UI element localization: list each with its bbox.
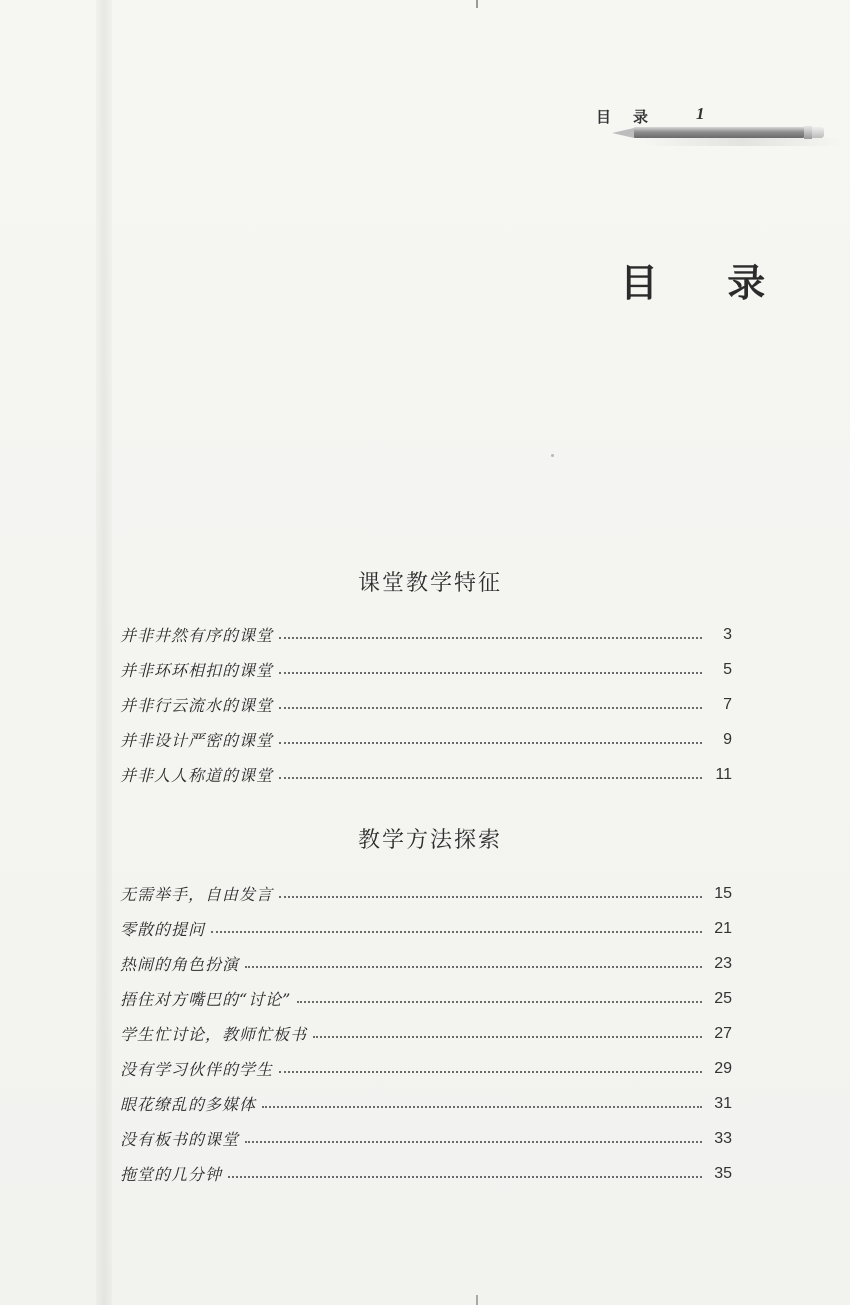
toc-entry-page: 33 [714, 1129, 732, 1147]
dot-leader [313, 1034, 702, 1038]
dot-leader [279, 775, 702, 779]
toc-section-2 [120, 876, 732, 1191]
running-header-page-number: 1 [696, 104, 705, 123]
pencil-icon [612, 126, 827, 140]
toc-entry-page: 15 [714, 884, 732, 902]
page-gutter-shadow [96, 0, 112, 1305]
toc-entry-page: 23 [714, 954, 732, 972]
page-title: 目 录 [620, 260, 794, 305]
dot-leader [245, 964, 702, 968]
toc-entry[interactable] [120, 722, 732, 757]
toc-entry-title: 并非设计严密的课堂 [120, 731, 274, 750]
toc-entry[interactable] [120, 1156, 732, 1191]
toc-entry-title: 捂住对方嘴巴的“讨论” [120, 990, 292, 1009]
toc-entry-title: 学生忙讨论，教师忙板书 [120, 1025, 308, 1044]
toc-entry-page: 25 [714, 989, 732, 1007]
toc-entry-page: 7 [723, 695, 732, 713]
dot-leader [211, 929, 702, 933]
toc-entry[interactable] [120, 911, 732, 946]
toc-entry[interactable] [120, 946, 732, 981]
toc-entry-title: 没有板书的课堂 [120, 1130, 240, 1149]
toc-entry[interactable] [120, 757, 732, 792]
toc-entry-page: 11 [715, 765, 732, 783]
dot-leader [262, 1104, 702, 1108]
dot-leader [279, 635, 702, 639]
section-heading-1: 课堂教学特征 [357, 571, 502, 596]
toc-entry[interactable] [120, 617, 732, 652]
toc-entry[interactable] [120, 652, 732, 687]
toc-entry-title: 拖堂的几分钟 [120, 1165, 223, 1184]
toc-entry-page: 21 [714, 919, 732, 937]
toc-entry[interactable] [120, 1051, 732, 1086]
toc-entry-title: 热闹的角色扮演 [120, 955, 240, 974]
toc-entry-title: 并非环环相扣的课堂 [120, 661, 274, 680]
toc-entry-page: 27 [714, 1024, 732, 1042]
toc-entry[interactable] [120, 981, 732, 1016]
toc-section-1 [120, 617, 732, 792]
toc-entry-title: 并非井然有序的课堂 [120, 626, 274, 645]
running-header-label: 目录 [596, 108, 671, 126]
dot-leader [279, 740, 702, 744]
toc-entry-page: 29 [714, 1059, 732, 1077]
dot-leader [245, 1139, 702, 1143]
section-heading-2: 教学方法探索 [357, 828, 502, 853]
dot-leader [228, 1174, 702, 1178]
toc-entry[interactable] [120, 1086, 732, 1121]
toc-entry-page: 3 [723, 625, 732, 643]
toc-entry[interactable] [120, 687, 732, 722]
toc-entry-title: 零散的提问 [120, 920, 206, 939]
dot-leader [279, 1069, 702, 1073]
toc-entry-title: 无需举手，自由发言 [120, 885, 274, 904]
toc-entry-page: 35 [714, 1164, 732, 1182]
toc-entry-title: 没有学习伙伴的学生 [120, 1060, 274, 1079]
dot-leader [279, 670, 702, 674]
top-crop-mark [476, 0, 478, 8]
dot-leader [297, 999, 702, 1003]
toc-entry-title: 眼花缭乱的多媒体 [120, 1095, 257, 1114]
scan-speck [551, 454, 554, 457]
bottom-crop-mark [476, 1295, 478, 1305]
toc-entry[interactable] [120, 1016, 732, 1051]
toc-entry-page: 31 [714, 1094, 732, 1112]
toc-entry-page: 9 [723, 730, 732, 748]
toc-entry-title: 并非行云流水的课堂 [120, 696, 274, 715]
toc-entry[interactable] [120, 1121, 732, 1156]
dot-leader [279, 705, 702, 709]
dot-leader [279, 894, 702, 898]
toc-entry-title: 并非人人称道的课堂 [120, 766, 274, 785]
toc-entry[interactable] [120, 876, 732, 911]
toc-entry-page: 5 [723, 660, 732, 678]
